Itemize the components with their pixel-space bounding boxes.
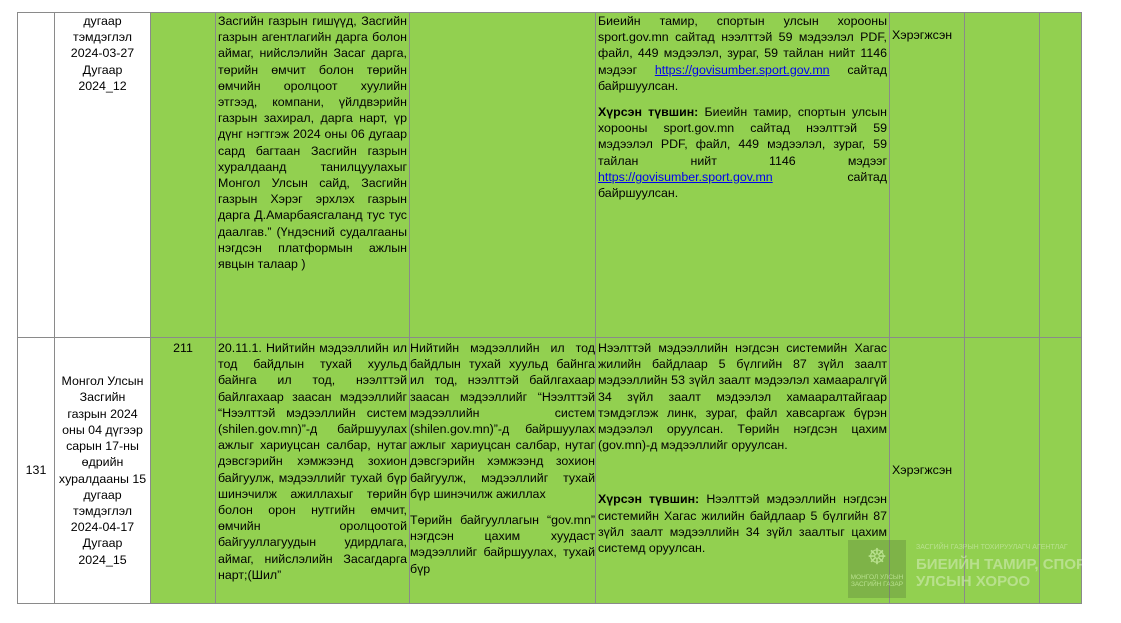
cell-measure <box>410 13 596 338</box>
cell-empty <box>965 338 1040 604</box>
table-row <box>18 13 1082 338</box>
measure-paragraph: Нийтийн мэдээллийн ил тод байдлын тухай хуульд байнга ил тод, нээлттэй байлгахаар заасан мэдээллийг “Нээлттэй мэдээллийн систем (shilen.gov.mn)”-д байршуулах ажлыг хариуцсан салбар, нутаг дэвсгэрийн хэмжээнд зохион байгуулж, мэдээллийг тухай бүр шинэчилж ажиллах <box>410 341 595 501</box>
cell-status <box>890 13 965 338</box>
govisumber-link[interactable]: https://govisumber.sport.gov.mn <box>598 169 773 184</box>
ref-line: сарын 17-ны <box>66 439 139 454</box>
ref-line: тэмдэглэл <box>73 30 132 45</box>
ref-line: Дугаар <box>82 62 123 77</box>
ref-line: дугаар <box>83 487 122 502</box>
cell-empty <box>965 13 1040 338</box>
cell-measure <box>410 338 596 604</box>
logo-text: ЗАСГИЙН ГАЗАР <box>850 581 904 588</box>
cell-progress <box>596 13 890 338</box>
ref-line: 2024-03-27 <box>70 46 135 61</box>
ref-line: хуралдааны 15 <box>58 471 147 486</box>
logo-text: МОНГОЛ УЛСЫН <box>850 574 904 581</box>
cell-decision-ref <box>55 13 151 338</box>
ref-line: Дугаар <box>82 536 123 551</box>
cell-item-number: 211 <box>151 338 216 604</box>
achievement-paragraph <box>598 104 887 201</box>
progress-paragraph <box>598 13 887 94</box>
progress-text-tail: сайтад байршуулсан. <box>598 62 887 93</box>
progress-paragraph: Нээлттэй мэдээллийн нэгдсэн системийн Хагас жилийн байдлаар 5 бүлгийн 87 зүйл заалт мэдээллийн 53 зүйл заалт мэдээлэл хамааралгүй 34 зүйл заалт мэдээлэл хамааралтайгаар тэмдэглэж линк, зураг, файл хавсаргаж бүрэн мэдээлэл оруулсан. Төрийн нэгдсэн цахим (gov.mn)-д мэдээллийг оруулсан. <box>598 341 887 453</box>
ref-line: 2024-04-17 <box>70 520 135 535</box>
achievement-text-tail: сайтад байршуулсан. <box>598 169 887 201</box>
ref-line: өдрийн <box>81 455 124 470</box>
ref-line: Монгол Улсын <box>61 374 144 389</box>
ref-line: Засгийн <box>79 390 126 405</box>
cell-number: 131 <box>18 338 55 604</box>
progress-text: Биеийн тамир, спортын улсын хорооны sport.gov.mn сайтад нээлттэй 59 мэдээлэл PDF, файл, 449 мэдээлэл, зураг, 59 тайлан нийт 1146 мэдээг <box>598 14 887 77</box>
achievement-paragraph <box>598 491 887 556</box>
cell-progress <box>596 338 890 604</box>
watermark-title-line: БИЕИЙН ТАМИР, СПОРТЫН <box>916 556 1121 573</box>
ref-line: 2024_15 <box>78 552 127 567</box>
ref-line: тэмдэглэл <box>73 503 132 518</box>
govisumber-link[interactable]: https://govisumber.sport.gov.mn <box>654 62 830 77</box>
ref-line: газрын 2024 <box>67 406 138 421</box>
cell-decision-ref <box>55 338 151 604</box>
ref-line: дугаар <box>83 14 122 28</box>
ref-line: оны 04 дүгээр <box>62 422 143 437</box>
cell-status <box>890 338 965 604</box>
achievement-text: Биеийн тамир, спортын улсын хорооны sport.gov.mn сайтад нээлттэй 59 мэдээлэл PDF, файл, 449 мэдээлэл, зураг, 59 тайлан нийт 1146 мэдээг <box>598 105 887 168</box>
watermark-subtitle: ЗАСГИЙН ГАЗРЫН ТОХИРУУЛАГЧ АГЕНТЛАГ <box>916 544 1068 551</box>
cell-empty <box>1040 338 1082 604</box>
table-row <box>18 338 1082 604</box>
status-text: Хэрэгжсэн <box>892 28 953 42</box>
achievement-text: Нээлттэй мэдээллийн нэгдсэн системийн Хагас жилийн байдлаар 5 бүлгийн 87 зүйл заалт мэдээллийн 34 зүйл заалтыг цахим системд оруулсан. <box>598 492 887 556</box>
achievement-label: Хүрсэн түвшин: <box>598 492 700 507</box>
cell-item-number <box>151 13 216 338</box>
soyombo-icon: ☸ <box>867 544 887 569</box>
achievement-label: Хүрсэн түвшин: <box>598 105 699 120</box>
report-table <box>17 12 1082 604</box>
measure-paragraph: Төрийн байгууллагын “gov.mn” нэгдсэн цахим хуудаст мэдээллийг байршуулах, тухай бүр <box>410 513 595 576</box>
status-text: Хэрэгжсэн <box>892 463 953 478</box>
watermark-title-line: УЛСЫН ХОРОО <box>916 573 1031 590</box>
cell-empty <box>1040 13 1082 338</box>
cell-decision-text: Засгийн газрын гишүүд, Засгийн газрын агентлагийн дарга болон аймаг, нийслэлийн Засаг дарга, төрийн өмчит болон төрийн өмчийн оролцоот хуулийн этгээд, компани, үйлдвэрийн газрын захирал, дарга нарт, үр дүнг нэгтгэж 2024 оны 06 дугаар сард багтаан Засгийн газрын хуралдаанд танилцуулахыг Монгол Улсын сайд, Засгийн газрын Хэрэг эрхлэх газрын дарга Д.Амарбаясгаланд тус тус даалгав.” (Үндэсний судалгааны нэгдсэн платформын ажлын явцын талаар ) <box>216 13 410 338</box>
cell-decision-text: 20.11.1. Нийтийн мэдээллийн ил тод байдлын тухай хуульд байнга ил тод, нээлттэй байлгахаар заасан мэдээллийг “Нээлттэй мэдээллийн систем (shilen.gov.mn)”-д байршуулах ажлыг хариуцсан салбар, нутаг дэвсгэрийн хэмжээнд зохион байгуулж, мэдээллийг тухай бүр шинэчилж ажиллахыг төрийн болон орон нутгийн өмчит, өмчийн оролцоотой байгууллагуудын удирдлага, аймаг, нийслэлийн Засагдарга нарт;(Шил” <box>216 338 410 604</box>
cell-number <box>18 13 55 338</box>
ref-line: 2024_12 <box>78 78 127 93</box>
